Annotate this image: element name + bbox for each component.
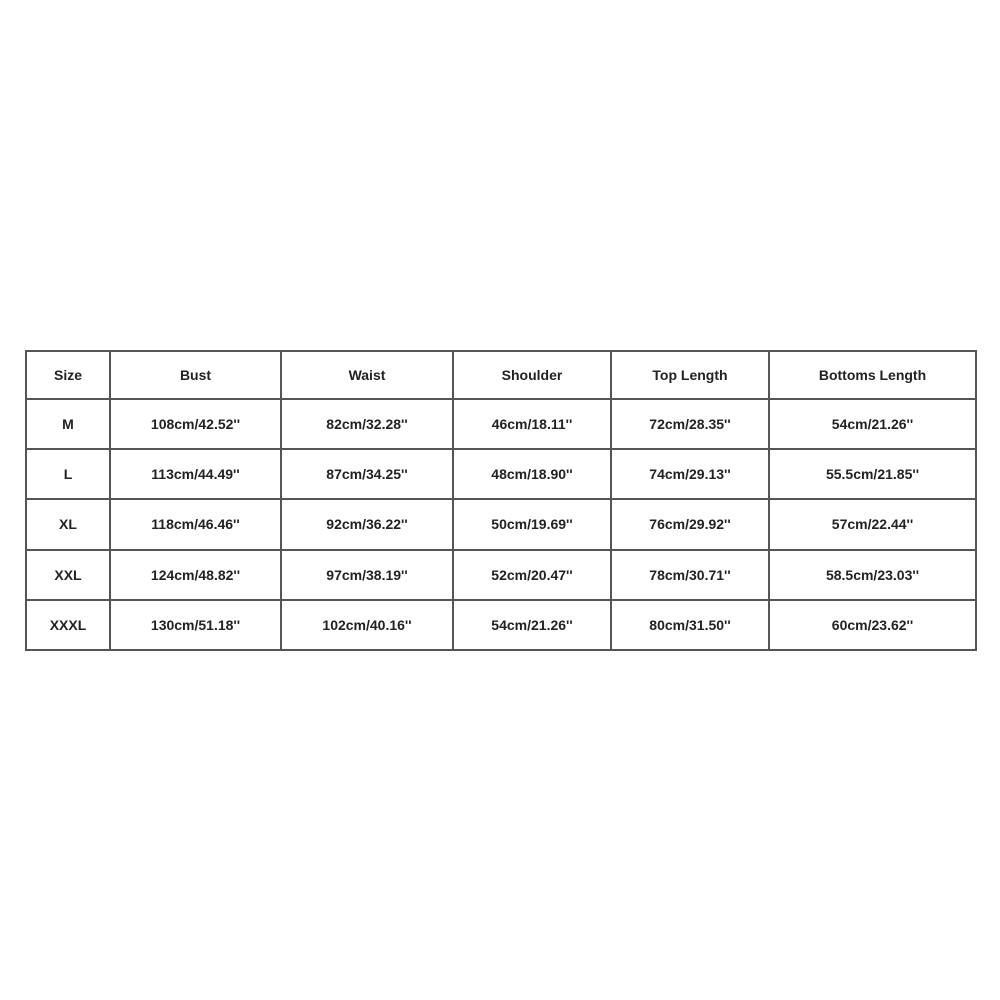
cell-waist: 87cm/34.25''	[281, 449, 453, 499]
cell-top-length: 76cm/29.92''	[611, 499, 769, 549]
cell-waist: 92cm/36.22''	[281, 499, 453, 549]
cell-bottoms-length: 55.5cm/21.85''	[769, 449, 976, 499]
cell-size: M	[26, 399, 110, 449]
cell-top-length: 72cm/28.35''	[611, 399, 769, 449]
header-waist: Waist	[281, 351, 453, 399]
cell-bottoms-length: 57cm/22.44''	[769, 499, 976, 549]
header-top-length: Top Length	[611, 351, 769, 399]
cell-size: XL	[26, 499, 110, 549]
cell-bust: 113cm/44.49''	[110, 449, 281, 499]
cell-shoulder: 46cm/18.11''	[453, 399, 611, 449]
table-row	[26, 499, 976, 549]
cell-size: XXXL	[26, 600, 110, 650]
cell-bottoms-length: 54cm/21.26''	[769, 399, 976, 449]
cell-bust: 118cm/46.46''	[110, 499, 281, 549]
cell-shoulder: 52cm/20.47''	[453, 550, 611, 600]
cell-shoulder: 48cm/18.90''	[453, 449, 611, 499]
cell-waist: 82cm/32.28''	[281, 399, 453, 449]
cell-size: XXL	[26, 550, 110, 600]
table-row	[26, 600, 976, 650]
cell-bust: 108cm/42.52''	[110, 399, 281, 449]
cell-top-length: 74cm/29.13''	[611, 449, 769, 499]
cell-shoulder: 50cm/19.69''	[453, 499, 611, 549]
cell-waist: 97cm/38.19''	[281, 550, 453, 600]
cell-waist: 102cm/40.16''	[281, 600, 453, 650]
header-bust: Bust	[110, 351, 281, 399]
cell-top-length: 80cm/31.50''	[611, 600, 769, 650]
cell-bust: 124cm/48.82''	[110, 550, 281, 600]
cell-bottoms-length: 58.5cm/23.03''	[769, 550, 976, 600]
cell-shoulder: 54cm/21.26''	[453, 600, 611, 650]
cell-bust: 130cm/51.18''	[110, 600, 281, 650]
table-row	[26, 399, 976, 449]
size-chart-table	[25, 350, 977, 651]
table-header-row	[26, 351, 976, 399]
table-row	[26, 550, 976, 600]
header-shoulder: Shoulder	[453, 351, 611, 399]
cell-size: L	[26, 449, 110, 499]
cell-bottoms-length: 60cm/23.62''	[769, 600, 976, 650]
table-row	[26, 449, 976, 499]
cell-top-length: 78cm/30.71''	[611, 550, 769, 600]
header-bottoms-length: Bottoms Length	[769, 351, 976, 399]
header-size: Size	[26, 351, 110, 399]
